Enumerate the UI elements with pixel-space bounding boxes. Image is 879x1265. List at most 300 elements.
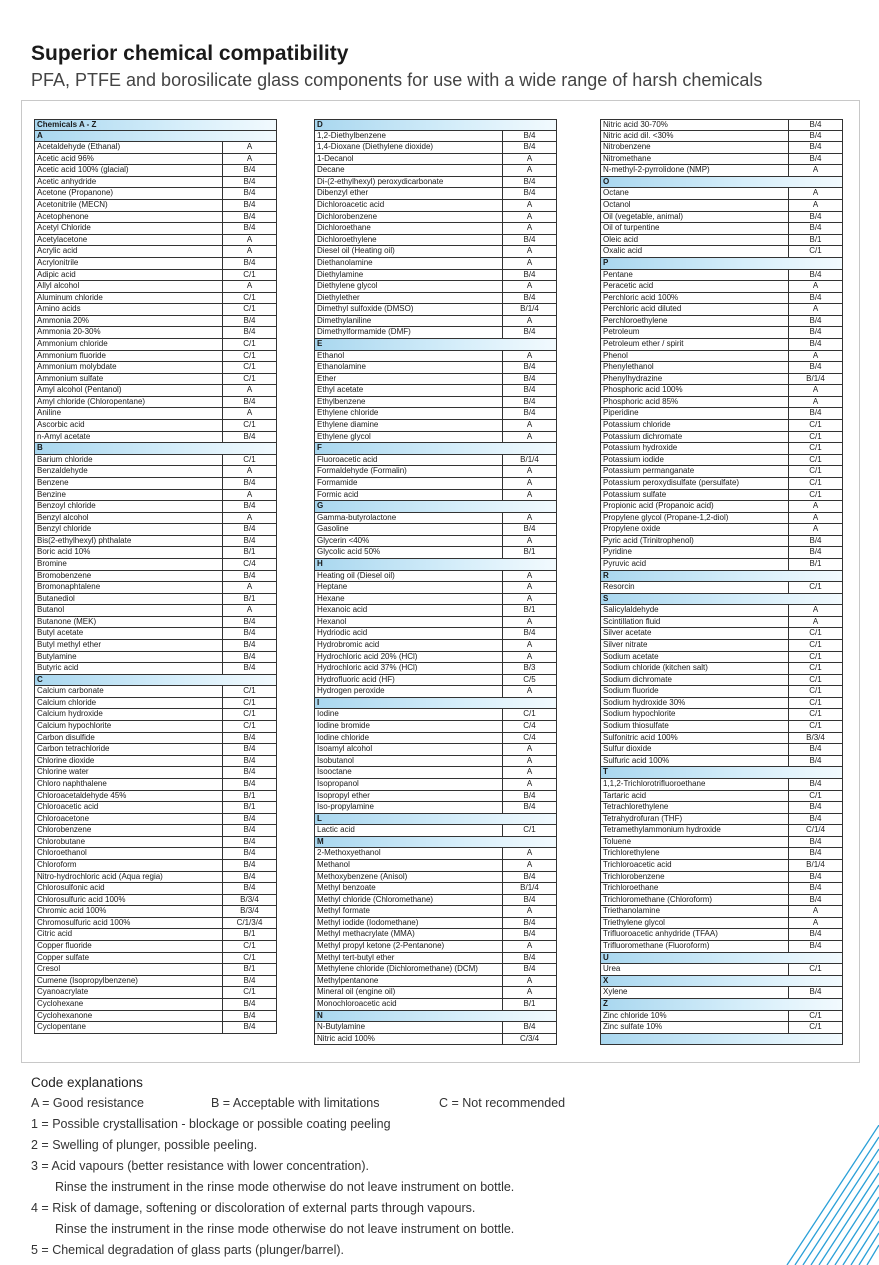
- resistance-code: C/1: [243, 420, 256, 430]
- resistance-code: B/4: [243, 860, 256, 869]
- table-row: [314, 744, 557, 756]
- table-row: [314, 408, 557, 420]
- resistance-code: B/1: [243, 802, 256, 812]
- section-header-row: [600, 177, 843, 189]
- chemical-name: Potassium dichromate: [601, 432, 789, 443]
- resistance-code: C/1: [809, 674, 822, 684]
- chemical-name: Formic acid: [315, 490, 503, 501]
- table-row: [34, 733, 277, 745]
- chemical-name: Heating oil (Diesel oil): [315, 571, 503, 582]
- table-row: [34, 640, 277, 652]
- section-header-row: [314, 443, 557, 455]
- table-row: [600, 1022, 843, 1034]
- chemical-name: Methyl chloride (Chloromethane): [315, 895, 503, 906]
- resistance-code: A: [246, 153, 253, 163]
- chemical-name: Chloroacetaldehyde 45%: [35, 791, 223, 802]
- resistance-code: A: [526, 246, 533, 256]
- chemical-name: Pyruvic acid: [601, 559, 789, 570]
- table-row: [600, 802, 843, 814]
- table-row: [600, 825, 843, 837]
- resistance-code: A: [812, 188, 819, 198]
- chemical-name: Sodium hydroxide 30%: [601, 698, 789, 709]
- resistance-code: B/1: [523, 998, 536, 1008]
- resistance-code: A: [526, 570, 533, 580]
- table-row: [314, 652, 557, 664]
- chemical-name: Potassium permanganate: [601, 466, 789, 477]
- resistance-code: B/4: [523, 929, 536, 939]
- chemical-name: Hydrochloric acid 20% (HCl): [315, 652, 503, 663]
- chemical-name: Propylene oxide: [601, 524, 789, 535]
- resistance-code: A: [526, 211, 533, 221]
- resistance-code: A: [812, 200, 819, 210]
- section-letter: B: [37, 443, 43, 453]
- resistance-code: C/4: [523, 721, 536, 731]
- table-row: [314, 258, 557, 270]
- resistance-code: [222, 131, 276, 142]
- chemical-name: Butanediol: [35, 594, 223, 605]
- chemical-name: Oxalic acid: [601, 246, 789, 257]
- chemical-name: 2-Methoxyethanol: [315, 848, 503, 859]
- section-letter: A: [37, 130, 43, 140]
- table-row: [600, 605, 843, 617]
- table-row: [34, 374, 277, 386]
- section-header-row: [34, 119, 277, 131]
- resistance-code: C/1: [809, 489, 822, 499]
- resistance-code: C/1: [809, 663, 822, 673]
- resistance-code: C/1: [243, 987, 256, 997]
- table-row: [600, 235, 843, 247]
- resistance-code: B/4: [809, 120, 822, 129]
- resistance-code: B/4: [243, 1022, 256, 1032]
- chemical-name: Zinc chloride 10%: [601, 1011, 789, 1022]
- chemical-name: Benzine: [35, 490, 223, 501]
- chemical-name: Calcium carbonate: [35, 686, 223, 697]
- resistance-code: C/1: [809, 1010, 822, 1020]
- resistance-code: B/4: [243, 744, 256, 754]
- resistance-code: A: [526, 860, 533, 869]
- resistance-code: B/4: [243, 651, 256, 661]
- resistance-code: A: [246, 582, 253, 592]
- table-row: [600, 142, 843, 154]
- table-row: [314, 582, 557, 594]
- chemical-name: Pentane: [601, 270, 789, 281]
- resistance-code: A: [526, 755, 533, 765]
- resistance-code: B/1/4: [806, 860, 825, 869]
- resistance-code: [788, 594, 842, 605]
- resistance-code: B/4: [809, 223, 822, 233]
- resistance-code: B/4: [809, 547, 822, 557]
- resistance-code: B/4: [523, 871, 536, 881]
- resistance-code: C/1: [243, 952, 256, 962]
- table-row: [314, 455, 557, 467]
- chemical-name: Tetramethylammonium hydroxide: [601, 825, 789, 836]
- resistance-code: B/4: [523, 802, 536, 812]
- table-row: [600, 698, 843, 710]
- table-row: [314, 420, 557, 432]
- chemical-name: Perchloric acid diluted: [601, 304, 789, 315]
- chemical-name: Petroleum ether / spirit: [601, 339, 789, 350]
- section-letter: I: [317, 697, 320, 707]
- resistance-code: B/4: [809, 338, 822, 348]
- chemical-name: Octanol: [601, 200, 789, 211]
- resistance-code: A: [526, 686, 533, 696]
- resistance-code: A: [812, 906, 819, 916]
- resistance-code: [222, 120, 276, 130]
- chemical-name: Dimethylaniline: [315, 316, 503, 327]
- chemical-name: Methyl tert-butyl ether: [315, 953, 503, 964]
- table-row: [600, 513, 843, 525]
- chemical-name: Silver nitrate: [601, 640, 789, 651]
- resistance-code: C/1: [243, 709, 256, 719]
- chemical-name: Hexanol: [315, 617, 503, 628]
- table-row: [34, 1022, 277, 1034]
- chemical-name: Acrylic acid: [35, 246, 223, 257]
- code-note-4: 4 = Risk of damage, softening or discoloration of external parts through vapours.: [31, 1201, 476, 1215]
- table-row: [314, 478, 557, 490]
- table-row: [314, 466, 557, 478]
- chemical-name: Benzaldehyde: [35, 466, 223, 477]
- table-row: [314, 316, 557, 328]
- chemical-name: Potassium peroxydisulfate (persulfate): [601, 478, 789, 489]
- resistance-code: A: [812, 917, 819, 927]
- table-row: [600, 559, 843, 571]
- chemical-name: Ammonia 20%: [35, 316, 223, 327]
- resistance-code: [788, 571, 842, 582]
- section-letter: O: [603, 176, 610, 186]
- table-row: [600, 339, 843, 351]
- table-row: [34, 490, 277, 502]
- table-row: [600, 455, 843, 467]
- resistance-code: B/4: [243, 998, 256, 1008]
- section-letter: F: [317, 443, 322, 453]
- resistance-code: A: [526, 848, 533, 858]
- resistance-code: C/1: [243, 269, 256, 279]
- resistance-code: A: [246, 466, 253, 476]
- chemical-name: Potassium chloride: [601, 420, 789, 431]
- table-row: [34, 895, 277, 907]
- resistance-code: B/4: [243, 570, 256, 580]
- resistance-code: B/1: [243, 547, 256, 557]
- table-row: [314, 1034, 557, 1046]
- resistance-code: A: [526, 767, 533, 777]
- table-row: [600, 547, 843, 559]
- resistance-code: C/1: [809, 246, 822, 256]
- chemical-name: Citric acid: [35, 929, 223, 940]
- table-row: [314, 188, 557, 200]
- resistance-code: B/4: [523, 396, 536, 406]
- resistance-code: C/3/4: [519, 1033, 540, 1043]
- chemical-name: Glycolic acid 50%: [315, 547, 503, 558]
- table-row: [34, 154, 277, 166]
- table-row: [600, 154, 843, 166]
- table-row: [600, 374, 843, 386]
- resistance-code: A: [246, 408, 253, 418]
- chemical-name: Acetaldehyde (Ethanal): [35, 142, 223, 153]
- resistance-code: A: [812, 605, 819, 615]
- resistance-code: B/4: [809, 813, 822, 823]
- chemical-name: Dichloroacetic acid: [315, 200, 503, 211]
- resistance-code: B/4: [523, 524, 536, 534]
- table-row: [34, 860, 277, 872]
- table-row: [314, 177, 557, 189]
- table-row: [600, 779, 843, 791]
- table-row: [34, 999, 277, 1011]
- table-row: [314, 235, 557, 247]
- resistance-code: B/4: [243, 975, 256, 985]
- resistance-code: B/4: [243, 616, 256, 626]
- chemical-name: Sodium acetate: [601, 652, 789, 663]
- section-letter: U: [603, 952, 609, 962]
- resistance-code: A: [526, 315, 533, 325]
- chemical-name: Salicylaldehyde: [601, 605, 789, 616]
- resistance-code: A: [812, 385, 819, 395]
- chemical-name: Formaldehyde (Formalin): [315, 466, 503, 477]
- resistance-code: B/1: [243, 964, 256, 974]
- resistance-code: B/4: [243, 223, 256, 233]
- resistance-code: C/1: [809, 420, 822, 430]
- table-row: [34, 165, 277, 177]
- chemical-name: Cyclohexane: [35, 999, 223, 1010]
- table-row: [314, 675, 557, 687]
- table-row: [314, 825, 557, 837]
- table-row: [34, 188, 277, 200]
- table-row: [34, 281, 277, 293]
- chemical-name: Octane: [601, 188, 789, 199]
- resistance-code: B/4: [809, 848, 822, 858]
- resistance-code: B/4: [243, 825, 256, 835]
- chemical-name: Butyl acetate: [35, 628, 223, 639]
- code-note-4-detail: Rinse the instrument in the rinse mode otherwise do not leave instrument on bottle.: [55, 1222, 515, 1236]
- chemical-name: Toluene: [601, 837, 789, 848]
- table-row: [314, 1022, 557, 1034]
- table-row: [314, 895, 557, 907]
- chemical-name: Diethylether: [315, 293, 503, 304]
- resistance-code: B/4: [523, 292, 536, 302]
- table-row: [314, 524, 557, 536]
- table-row: [34, 791, 277, 803]
- table-row: [34, 142, 277, 154]
- table-row: [314, 536, 557, 548]
- chemical-name: Trichlorobenzene: [601, 872, 789, 883]
- table-row: [34, 605, 277, 617]
- resistance-code: [502, 339, 556, 350]
- table-row: [600, 918, 843, 930]
- chemical-name: Methylpentanone: [315, 976, 503, 987]
- table-row: [314, 860, 557, 872]
- chemical-name: Perchloroethylene: [601, 316, 789, 327]
- resistance-code: A: [526, 153, 533, 163]
- chemical-name: Allyl alcohol: [35, 281, 223, 292]
- table-row: [600, 872, 843, 884]
- section-header-row: [34, 675, 277, 687]
- resistance-code: B/1/4: [520, 454, 539, 464]
- table-row: [34, 432, 277, 444]
- table-row: [34, 825, 277, 837]
- code-note-3: 3 = Acid vapours (better resistance with lower concentration).: [31, 1159, 370, 1173]
- chemical-name: Phenylethanol: [601, 362, 789, 373]
- table-row: [600, 327, 843, 339]
- table-row: [600, 744, 843, 756]
- chemical-name: Formamide: [315, 478, 503, 489]
- resistance-code: A: [526, 420, 533, 430]
- resistance-code: B/4: [243, 871, 256, 881]
- table-row: [314, 246, 557, 258]
- resistance-code: A: [812, 524, 819, 534]
- table-row: [314, 547, 557, 559]
- chemical-name: Methoxybenzene (Anisol): [315, 872, 503, 883]
- section-header-row: [34, 131, 277, 143]
- table-row: [34, 524, 277, 536]
- resistance-code: B/4: [523, 628, 536, 638]
- table-row: [314, 918, 557, 930]
- chemical-name: Triethanolamine: [601, 906, 789, 917]
- resistance-code: C/1: [243, 304, 256, 314]
- resistance-code: A: [246, 512, 253, 522]
- table-row: [34, 617, 277, 629]
- chemical-name: Monochloroacetic acid: [315, 999, 503, 1010]
- section-header-row: [314, 837, 557, 849]
- chemical-name: Aniline: [35, 408, 223, 419]
- resistance-code: [788, 767, 842, 778]
- resistance-code: C/5: [523, 674, 536, 684]
- resistance-code: A: [526, 987, 533, 997]
- chemical-name: Trifluoroacetic anhydride (TFAA): [601, 929, 789, 940]
- chemical-name: Amino acids: [35, 304, 223, 315]
- chemical-name: Heptane: [315, 582, 503, 593]
- chemical-name: Ascorbic acid: [35, 420, 223, 431]
- chemical-name: Bromonaphtalene: [35, 582, 223, 593]
- chemical-name: Cyanoacrylate: [35, 987, 223, 998]
- resistance-code: B/4: [809, 894, 822, 904]
- table-row: [34, 513, 277, 525]
- table-row: [600, 628, 843, 640]
- chemical-name: Chloroethanol: [35, 848, 223, 859]
- table-row: [314, 281, 557, 293]
- resistance-code: B/3/4: [240, 906, 259, 916]
- resistance-code: A: [526, 941, 533, 951]
- table-row: [314, 848, 557, 860]
- resistance-code: B/4: [523, 327, 536, 337]
- chemical-name: Acetic anhydride: [35, 177, 223, 188]
- chemical-name: Calcium hypochlorite: [35, 721, 223, 732]
- chemical-name: Chlorosulfonic acid: [35, 883, 223, 894]
- section-letter: T: [603, 767, 608, 777]
- chemical-name: Aluminum chloride: [35, 293, 223, 304]
- table-row: [34, 582, 277, 594]
- table-row: [314, 791, 557, 803]
- chemical-name: Mineral oil (engine oil): [315, 987, 503, 998]
- chemical-name: Hydrofluoric acid (HF): [315, 675, 503, 686]
- resistance-code: C/1: [243, 686, 256, 696]
- table-row: [34, 964, 277, 976]
- table-row: [34, 767, 277, 779]
- section-letter: E: [317, 338, 323, 348]
- chemical-name: Acetophenone: [35, 212, 223, 223]
- table-row: [34, 987, 277, 999]
- code-note-3-detail: Rinse the instrument in the rinse mode otherwise do not leave instrument on bottle.: [55, 1180, 515, 1194]
- resistance-code: C/1: [809, 721, 822, 731]
- table-row: [600, 304, 843, 316]
- table-row: [600, 443, 843, 455]
- chemical-name: Methyl propyl ketone (2-Pentanone): [315, 941, 503, 952]
- section-letter: D: [317, 120, 323, 129]
- table-row: [34, 1011, 277, 1023]
- chemical-name: Methyl methacrylate (MMA): [315, 929, 503, 940]
- section-letter: C: [37, 674, 43, 684]
- table-row: [600, 929, 843, 941]
- resistance-code: C/1: [809, 477, 822, 487]
- table-row: [314, 200, 557, 212]
- resistance-code: C/1: [809, 454, 822, 464]
- table-row: [34, 385, 277, 397]
- table-row: [34, 466, 277, 478]
- chemical-name: Nitromethane: [601, 154, 789, 165]
- resistance-code: A: [526, 466, 533, 476]
- resistance-code: B/4: [809, 535, 822, 545]
- chemical-name: Butanone (MEK): [35, 617, 223, 628]
- table-row: [600, 883, 843, 895]
- resistance-code: [502, 443, 556, 454]
- table-row: [314, 594, 557, 606]
- table-row: [34, 756, 277, 768]
- chemical-name: Tetrahydrofuran (THF): [601, 814, 789, 825]
- table-row: [314, 883, 557, 895]
- table-row: [600, 709, 843, 721]
- code-legend-row: [31, 1096, 565, 1117]
- chemical-name: Ethylbenzene: [315, 397, 503, 408]
- chemical-name: 1,4-Dioxane (Diethylene dioxide): [315, 142, 503, 153]
- resistance-code: B/4: [809, 778, 822, 788]
- resistance-code: [788, 976, 842, 987]
- resistance-code: A: [526, 640, 533, 650]
- table-row: [34, 420, 277, 432]
- table-row: [314, 872, 557, 884]
- chemical-name: Methanol: [315, 860, 503, 871]
- chemical-name: Diethanolamine: [315, 258, 503, 269]
- resistance-code: B/4: [243, 883, 256, 893]
- chemical-name: Oil of turpentine: [601, 223, 789, 234]
- section-letter: S: [603, 593, 609, 603]
- table-row: [314, 212, 557, 224]
- resistance-code: B/4: [523, 917, 536, 927]
- chemical-name: Bromine: [35, 559, 223, 570]
- chemical-name: Ammonium sulfate: [35, 374, 223, 385]
- resistance-code: A: [246, 234, 253, 244]
- table-row: [600, 895, 843, 907]
- table-row: [314, 490, 557, 502]
- resistance-code: C/1: [809, 1022, 822, 1032]
- code-c: C = Not recommended: [439, 1096, 566, 1110]
- table-row: [314, 941, 557, 953]
- table-row: [34, 223, 277, 235]
- table-row: [314, 663, 557, 675]
- page-title: Superior chemical compatibility: [31, 42, 349, 65]
- chemical-name: Sulfuric acid 100%: [601, 756, 789, 767]
- resistance-code: B/4: [523, 964, 536, 974]
- chemical-name: Methyl formate: [315, 906, 503, 917]
- chemical-name: Pyridine: [601, 547, 789, 558]
- resistance-code: A: [526, 477, 533, 487]
- section-header-row: [314, 119, 557, 131]
- chemical-name: Hydriodic acid: [315, 628, 503, 639]
- chemical-name: Dimethyl sulfoxide (DMSO): [315, 304, 503, 315]
- resistance-code: A: [526, 744, 533, 754]
- resistance-code: B/4: [243, 663, 256, 673]
- resistance-code: C/1: [809, 709, 822, 719]
- chemical-name: Acetic acid 100% (glacial): [35, 165, 223, 176]
- resistance-code: C/1: [809, 466, 822, 476]
- chemical-name: Dimethylformamide (DMF): [315, 327, 503, 338]
